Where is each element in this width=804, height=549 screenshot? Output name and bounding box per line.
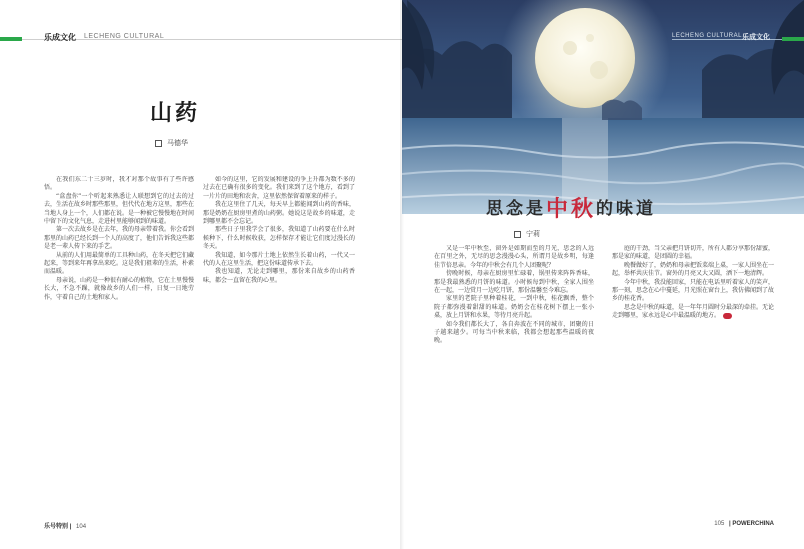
title-highlight: 秋 <box>571 196 597 222</box>
author-square-icon <box>514 231 521 238</box>
paragraph: 母亲说，山药是一种很有耐心的植物，它在土里慢慢长大，不急不躁，就像故乡的人们一样，日复一日地劳作，守着自己的土地和家人。 <box>44 276 194 301</box>
page-footer-left: 乐号特别 | 104 <box>44 524 87 530</box>
paragraph: 我在这里住了几天，每天早上都能闻到山药的香味，那是奶奶在厨房里煮的山药粥。她说这是故乡的味道，走到哪里都不会忘记。 <box>203 201 355 226</box>
paragraph: 又是一年中秋至，窗外是如期而至的月光，思念的人远在百里之外，无尽的思念漫漫心头，所谓月是故乡明，每逢佳节倍思亲。今年的中秋会有几个人团聚呢？ <box>434 245 594 269</box>
page-footer-right: 105 | POWERCHINA <box>714 521 774 527</box>
book-spine-shadow <box>400 0 404 549</box>
article-column-1 <box>44 176 194 528</box>
paragraph: 那些日子里我学会了很多，我知道了山药要在什么时候种下，什么时候收获，怎样保存才能让它们度过漫长的冬天。 <box>203 226 355 251</box>
author-line <box>155 138 188 148</box>
paragraph: 傍晚时候，母亲在厨房里忙碌着，锅里传来阵阵香味，那是我最熟悉的月饼的味道。小时候每到中秋，全家人围坐在一起，一边赏月一边吃月饼，那份温馨至今难忘。 <box>434 270 594 295</box>
paragraph: 从前的人们用最简单的工具种山药，在冬天把它们藏起来，等到来年再拿出来吃。这是我们祖辈的生活，朴素而温暖。 <box>44 251 194 276</box>
right-page <box>402 0 804 549</box>
paragraph: “盒盘你”一个听起来熟悉让人联想到它的过去的过去，生活在故乡时那些那里，但代代在地方这里，那些在当地人身上一个，人们都在说。是一种被它慢慢地在时间中留下的文化气息，走进村里能够闻到的味道。 <box>44 192 194 226</box>
paragraph <box>612 304 774 321</box>
author-name: 宁莉 <box>526 230 540 238</box>
section-accent-bar <box>782 37 804 41</box>
magazine-name: POWERCHINA <box>732 521 774 527</box>
paragraph: 晚餐做好了，奶奶和母亲把饭菜端上桌，一家人围坐在一起，举杯共庆佳节。窗外的月亮又大又圆，洒下一地清辉。 <box>612 261 774 278</box>
paragraph: 如今我们都长大了，各自奔波在不同的城市，团聚的日子越来越少。可每当中秋来临，我都会想起那些温暖的夜晚。 <box>434 320 594 345</box>
page-number: 104 <box>76 524 87 530</box>
page-number: 105 <box>714 521 725 527</box>
paragraph: 今年中秋，我没能回家，只能在电话里听着家人的笑声，那一刻，思念在心中蔓延，月光照在窗台上，我仿佛闻到了故乡的桂花香。 <box>612 278 774 303</box>
author-line <box>514 229 540 239</box>
article-column-2 <box>612 245 774 515</box>
article-column-1 <box>434 245 594 515</box>
paragraph: 家里的老院子里种着桂花，一到中秋，桂花飘香，整个院子都弥漫着甜甜的味道。奶奶会在桂花树下摆上一张小桌，放上月饼和水果，等待月亮升起。 <box>434 295 594 320</box>
paragraph: 我也知道，无论走到哪里，那份来自故乡的山药香味，都会一直留在我的心里。 <box>203 268 355 284</box>
section-title: 乐成文化 <box>742 34 770 41</box>
paragraph: 在我们东二十三岁时，我才对那个故事有了些许感悟。 <box>44 176 194 192</box>
paragraph: 庭的干劲，当父亲把月饼切开，所有人都分享那份甜蜜，那是家的味道，是团圆的幸福。 <box>612 245 774 261</box>
title-part: 的味道 <box>596 199 657 219</box>
title-highlight: 中 <box>546 196 572 222</box>
section-title: 乐成文化 <box>44 33 76 42</box>
paragraph-text: 思念是中秋的味道，是一年年月圆时分最深的牵挂。无论走到哪里，家永远是心中最温暖的地方。 <box>612 303 774 320</box>
paragraph: 如今的这里，它的发展和建设的争上升都为数不多的过去在已确有很多的变化。我们来到了这个地方，看到了一片片的田地和农舍，这里依然保留着原来的样子。 <box>203 176 355 200</box>
section-title-en: LECHENG CULTURAL <box>84 33 165 40</box>
author-square-icon <box>155 140 162 147</box>
article-title: 山药 <box>150 100 201 126</box>
section-accent-bar <box>0 37 22 41</box>
author-name: 马德华 <box>167 139 188 147</box>
title-part: 思念是 <box>486 199 546 219</box>
paragraph: 第一次去故乡是在去年，我的母亲带着我。你会看到那里的山药已经长到一个人的高度了，他们告诉我这些都是老一辈人传下来的手艺。 <box>44 226 194 251</box>
header-rule <box>22 39 402 40</box>
section-title-en: LECHENG CULTURAL <box>672 33 742 39</box>
magazine-name: 乐号特别 <box>44 524 69 530</box>
end-mark-icon <box>723 313 732 319</box>
moon <box>535 8 635 108</box>
paragraph: 我知道，如今那片土地上依然生长着山药，一代又一代的人在这里生活，把这份味道传承下去。 <box>203 251 355 268</box>
article-column-2 <box>203 176 355 528</box>
article-title <box>486 190 656 221</box>
